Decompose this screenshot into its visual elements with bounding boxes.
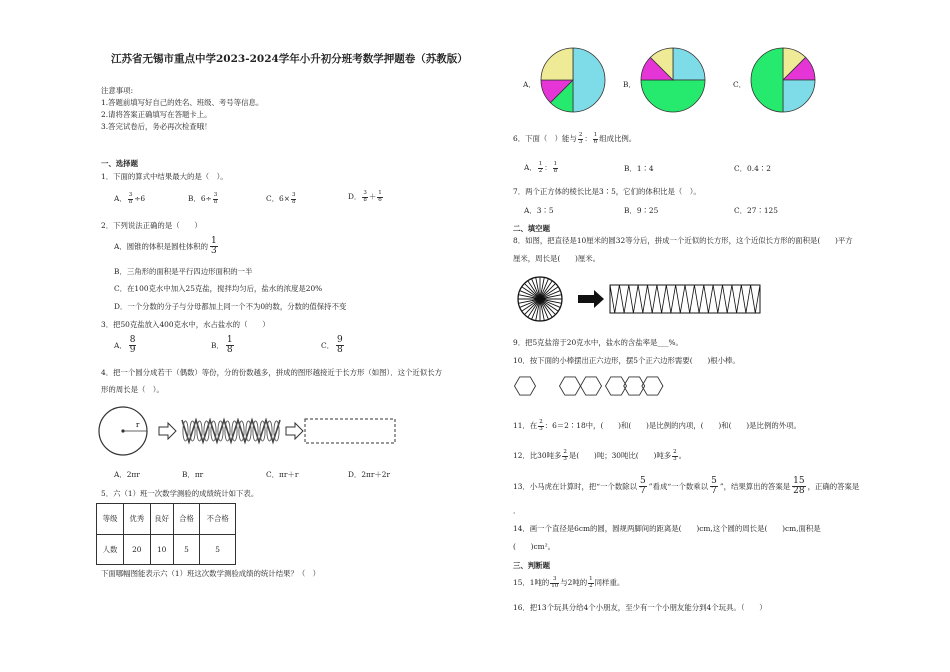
table-cell: 人数 xyxy=(97,534,124,565)
q7-text: 7．两个正方体的棱长比是3∶5，它们的体积比是（ ）。 xyxy=(513,187,701,196)
q12-text: 12．比30吨多 $\frac{2}{3}$ 是( )吨；30吨比( )吨多 $\frac{2}{3}$ 。 xyxy=(513,449,687,462)
table-cell: 20 xyxy=(124,534,151,565)
table-row xyxy=(97,534,236,565)
q11-text: 11．在 $\frac{2}{3}$ ：6＝2∶18中，( )和( )是比例的内项，( )和( )是比例的外项。 xyxy=(513,419,801,432)
q4-figure xyxy=(96,405,406,461)
q5-text: 5．六（1）班一次数学测验的成绩统计如下表。 xyxy=(101,489,259,498)
grades-table xyxy=(96,503,236,565)
q1-option-c[interactable]: C．6× $\frac{3}{8}$ xyxy=(266,192,296,205)
q2-text: 2．下列说法正确的是（ ） xyxy=(101,221,202,230)
segmented-circle xyxy=(518,277,562,321)
zigzag-rectangle xyxy=(610,285,760,313)
q6-option-b[interactable]: B．1∶4 xyxy=(624,164,654,173)
table-cell: 5 xyxy=(200,534,236,565)
q13-dot: ． xyxy=(513,506,521,515)
pie-slice xyxy=(573,48,605,112)
zigzag-line xyxy=(610,285,760,313)
notice-item: 1.答题前填写好自己的姓名、班级、考号等信息。 xyxy=(101,98,264,107)
q9-text: 9．把5克盐溶于20克水中，盐水的含盐率是___%。 xyxy=(513,338,683,347)
q4-option-d[interactable]: D．2πr＋2r xyxy=(348,470,391,479)
section-judge: 三、判断题 xyxy=(513,561,550,570)
notice-item: 2.请将答案正确填写在答题卡上。 xyxy=(101,110,212,119)
table-cell: 10 xyxy=(150,534,173,565)
q2-option-b[interactable]: B．三角形的面积是平行四边形面积的一半 xyxy=(114,267,253,276)
table-cell: 良好 xyxy=(150,504,173,535)
sawtooth-shape xyxy=(182,420,280,442)
hexagon-shape xyxy=(560,377,581,395)
pie-charts xyxy=(0,0,950,130)
q14-text-line2: ( )cm²。 xyxy=(513,542,556,551)
q1-option-d[interactable]: D． $\frac{3}{8}$ ＋ $\frac{1}{6}$ xyxy=(348,190,382,203)
q6-option-a[interactable]: A． $\frac{1}{2}$ ： $\frac{1}{8}$ xyxy=(524,161,558,174)
q2-option-c[interactable]: C．在100克水中加入25克盐，搅拌均匀后，盐水的浓度是20% xyxy=(114,284,323,293)
q2-option-a[interactable]: A．圆锥的体积是圆柱体积的 $\frac{1}{3}$ xyxy=(114,236,217,257)
q5-question: 下面哪幅图能表示六（1）班这次数学测验成绩的统计结果？（ ） xyxy=(101,569,321,578)
q15-text: 15．1吨的 $\frac{3}{10}$ 与2吨的 $\frac{1}{2}$ 同样重。 xyxy=(513,576,625,589)
notice-heading: 注意事项: xyxy=(101,86,134,95)
arrow-icon xyxy=(578,290,604,308)
table-cell: 不合格 xyxy=(200,504,236,535)
table-cell: 优秀 xyxy=(124,504,151,535)
q4-option-b[interactable]: B．πr xyxy=(182,470,204,479)
page-title: 江苏省无锡市重点中学2023-2024学年小升初分班考数学押题卷（苏教版） xyxy=(111,53,468,65)
q6-option-c[interactable]: C．0.4∶2 xyxy=(734,164,771,173)
q3-option-c[interactable]: C． $\frac{9}{8}$ xyxy=(321,335,343,356)
rectangle-shape xyxy=(305,419,395,443)
q8-text-line2: 厘米，周长是( )厘米。 xyxy=(513,254,601,263)
table-cell: 等级 xyxy=(97,504,124,535)
pie-option-a-label[interactable]: A． xyxy=(523,80,536,89)
q14-text-line1: 14．画一个直径是6cm的圆，圆规两脚间的距离是( )cm,这个圆的周长是( )cm,面积是 xyxy=(513,524,821,533)
q2-option-d[interactable]: D．一个分数的分子与分母都加上同一个不为0的数，分数的值保持不变 xyxy=(114,302,347,311)
q1-option-b[interactable]: B．6÷ $\frac{3}{8}$ xyxy=(188,192,218,205)
q1-option-a[interactable]: A． $\frac{3}{8}$ ÷6 xyxy=(114,192,146,205)
arrow-icon xyxy=(286,423,303,439)
table-cell: 5 xyxy=(173,534,200,565)
table-cell: 合格 xyxy=(173,504,200,535)
hexagon-shape xyxy=(581,377,602,395)
q3-text: 3．把50克盐放入400克水中，水占盐水的（ ） xyxy=(101,320,270,329)
q7-option-b[interactable]: B．9∶25 xyxy=(624,206,659,215)
pie-option-b-label[interactable]: B． xyxy=(623,80,636,89)
q3-option-a[interactable]: A． $\frac{8}{9}$ xyxy=(114,335,136,356)
pie-slice xyxy=(783,80,815,112)
pie-slice xyxy=(641,80,705,112)
q6-text: 6．下面（ ）能与 $\frac{2}{3}$ ： $\frac{1}{6}$ 组成比例。 xyxy=(513,132,637,145)
pie-slice xyxy=(751,48,783,112)
q13-text: 13．小马虎在计算时，把“一个数除以 $\frac{5}{7}$ ”看成“一个数乘以 $\frac{5}{7}$ ”，结果算出的答案是 $\frac{15}{28}$ ，正确的答案是 xyxy=(513,476,860,497)
pie-slice xyxy=(541,48,573,80)
q4-option-c[interactable]: C．πr＋r xyxy=(266,470,299,479)
q10-text: 10．按下面的小棒摆出正六边形，摆5个正六边形需要( )根小棒。 xyxy=(513,356,740,365)
section-fill: 二、填空题 xyxy=(513,224,550,233)
pie-slice xyxy=(673,48,705,80)
circle-center xyxy=(121,429,124,432)
q8-text-line1: 8．如图，把直径是10厘米的圆32等分后，拼成一个近似的长方形，这个近似长方形的面积是( )平方 xyxy=(513,236,853,245)
q7-option-c[interactable]: C．27∶125 xyxy=(734,206,778,215)
q7-option-a[interactable]: A．3∶5 xyxy=(524,206,554,215)
q16-text: 16．把13个玩具分给4个小朋友，至少有一个小朋友能分到4个玩具。（ ） xyxy=(513,603,767,612)
q8-figure xyxy=(514,275,774,325)
q4-text-line2: 形的周长是（ ）。 xyxy=(101,385,164,394)
hexagon-shape xyxy=(515,377,536,395)
q1-text: 1．下面的算式中结果最大的是（ ）。 xyxy=(101,172,228,181)
notice-item: 3.答完试卷后，务必再次检查哦！ xyxy=(101,122,212,131)
arrow-icon xyxy=(159,423,176,439)
table-row xyxy=(97,504,236,535)
hexagon-figures xyxy=(512,371,672,403)
q3-option-b[interactable]: B． $\frac{1}{8}$ xyxy=(211,335,233,356)
q4-text-line1: 4．把一个圆分成若干（偶数）等份，分的份数越多，拼成的图形越接近于长方形（如图）．这个近似长方 xyxy=(101,368,442,377)
pie-option-c-label[interactable]: C． xyxy=(733,80,747,89)
q4-option-a[interactable]: A．2πr xyxy=(114,470,140,479)
section-choice: 一、选择题 xyxy=(101,159,138,168)
radius-label: r xyxy=(136,421,140,429)
